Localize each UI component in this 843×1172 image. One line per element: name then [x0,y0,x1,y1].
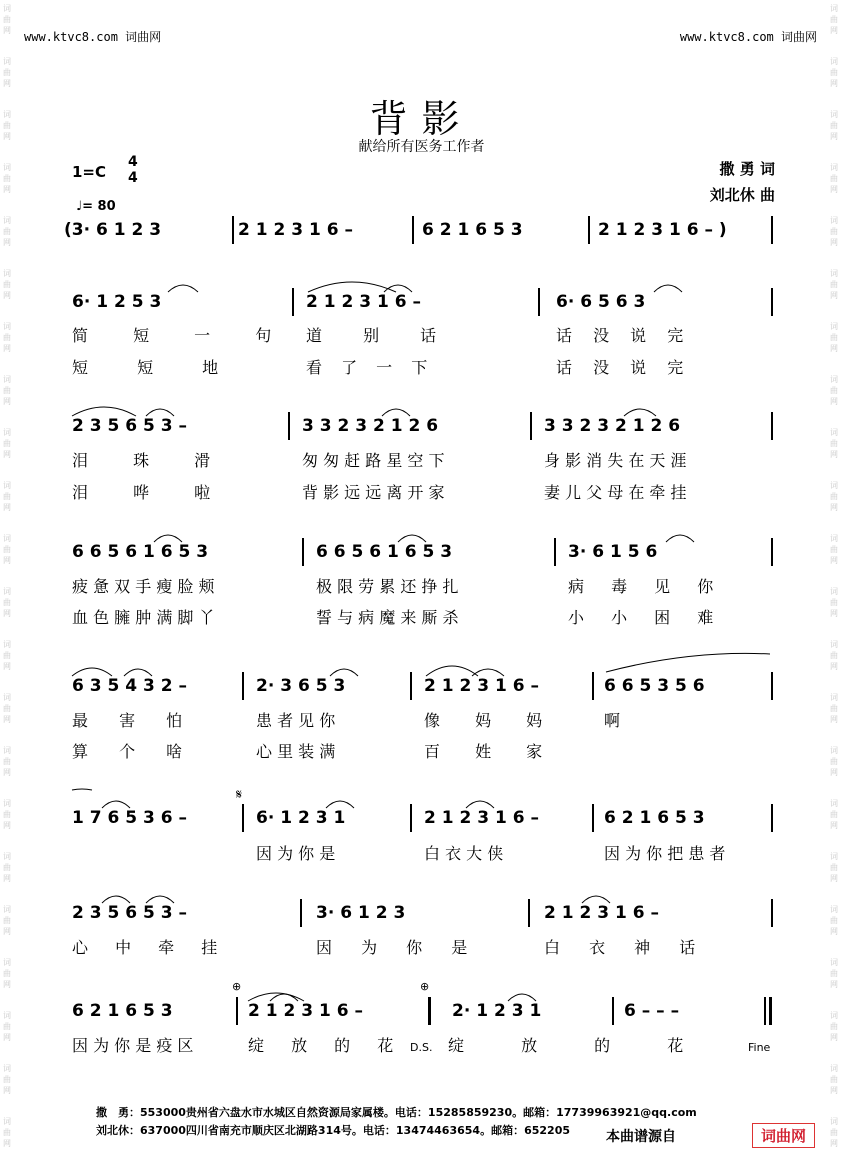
side-watermark-char: 词 [830,693,838,702]
side-watermark-char: 网 [830,344,838,353]
side-watermark-char: 网 [3,1086,11,1095]
lyric-line: 看 了 一 下 [306,358,428,377]
lyric-line: 疲 惫 双 手 瘦 脸 颊 [72,577,215,596]
side-watermark-char: 曲 [830,545,838,554]
measure: 2· 3 6 5 3 [256,676,346,696]
lyric-line: 话 没 说 完 [556,326,684,345]
lyric-line: 白 衣 大 侠 [424,844,504,863]
side-watermark-char: 网 [3,132,11,141]
slur [398,535,426,542]
side-watermark-char: 曲 [830,68,838,77]
side-watermark-char: 网 [3,1139,11,1148]
side-watermark-char: 曲 [830,492,838,501]
lyric-line: 算 个 啥 [72,742,183,761]
measure: 2 3 5 6 5 3 – [72,903,187,923]
measure: 2· 1 2 3 1 [452,1001,542,1021]
lyric-line: 小 小 困 难 [568,608,714,627]
side-watermark-char: 网 [830,1139,838,1148]
side-watermark-char: 曲 [3,969,11,978]
side-watermark-char: 网 [3,79,11,88]
side-watermark-char: 曲 [830,386,838,395]
measure: 2 1 2 3 1 6 – [424,676,539,696]
side-watermark-char: 词 [830,905,838,914]
side-watermark-char: 网 [3,980,11,989]
side-watermark-char: 网 [830,185,838,194]
slur [168,285,198,292]
lyric-line: 誓 与 病 魔 来 厮 杀 [316,608,459,627]
side-watermark-char: 曲 [3,863,11,872]
side-watermark-char: 曲 [830,863,838,872]
side-watermark-char: 词 [830,428,838,437]
lyric-line: 绽 放 的 花 [248,1036,394,1055]
side-watermark-char: 词 [3,322,11,331]
footer-contact-lyricist: 撒 勇：553000贵州省六盘水市水城区自然资源局家属楼。电话：15285859230。邮箱：17739963921@qq.com [96,1106,697,1119]
side-watermark-char: 词 [3,110,11,119]
side-watermark-char: 网 [3,715,11,724]
side-watermark-char: 词 [830,481,838,490]
watermark-url-left: www.ktvc8.com 词曲网 [24,30,162,44]
side-watermark-char: 曲 [830,757,838,766]
side-watermark-char: 曲 [3,15,11,24]
measure: 2 1 2 3 1 6 – [544,903,659,923]
side-watermark-char: 词 [3,4,11,13]
side-watermark-char: 词 [3,57,11,66]
coda-sign: ⊕ [232,980,242,993]
lyric-line: 白 衣 神 话 [544,938,696,957]
side-watermark-char: 网 [830,980,838,989]
side-watermark-char: 词 [3,216,11,225]
lyric-line: 因 为 你 是 [316,938,468,957]
side-watermark-char: 词 [3,481,11,490]
side-watermark-char: 词 [830,4,838,13]
side-watermark-char: 曲 [830,174,838,183]
slur [654,285,682,292]
lyric-line: 最 害 怕 [72,711,183,730]
side-watermark-char: 网 [3,291,11,300]
side-watermark-char: 曲 [3,386,11,395]
lyric-line: 像 妈 妈 [424,711,543,730]
side-watermark-char: 网 [3,344,11,353]
key-signature: 1=C [72,163,107,181]
side-watermark-char: 曲 [3,174,11,183]
side-watermark-char: 网 [830,503,838,512]
side-watermark-char: 曲 [3,492,11,501]
side-watermark-char: 词 [830,534,838,543]
side-watermark-char: 网 [830,609,838,618]
measure: 6 2 1 6 5 3 [72,1001,173,1021]
side-watermark-char: 网 [3,768,11,777]
lyric-line: 妻 儿 父 母 在 牵 挂 [544,483,687,502]
side-watermark-char: 曲 [3,704,11,713]
measure: 6 2 1 6 5 3 [604,808,705,828]
side-watermark-char: 网 [3,662,11,671]
side-watermark-char: 网 [830,450,838,459]
side-watermark-char: 曲 [3,1075,11,1084]
slur [124,669,152,676]
side-watermark-char: 词 [830,57,838,66]
side-watermark-char: 网 [3,238,11,247]
lyric-line: 因 为 你 是 [256,844,336,863]
side-watermark-char: 词 [3,1117,11,1126]
measure: 3 3 2 3 2 1 2 6 [544,416,681,436]
lyric-line: 极 限 劳 累 还 挣 扎 [316,577,459,596]
lyric-line: 心 中 牵 挂 [72,938,218,957]
lyric-line: 背 影 远 远 离 开 家 [302,483,445,502]
side-watermark-char: 网 [3,1033,11,1042]
side-watermark-char: 曲 [3,333,11,342]
side-watermark-char: 词 [830,269,838,278]
side-watermark-char: 网 [3,185,11,194]
slur [666,535,694,542]
measure: 6 2 1 6 5 3 [422,220,523,240]
side-watermark-char: 网 [830,397,838,406]
lyric-line: 话 没 说 完 [556,358,684,377]
lyric-line: 啊 [604,711,621,730]
side-watermark-char: 词 [830,1117,838,1126]
side-watermark-char: 词 [830,163,838,172]
lyric-line: 道 别 话 [306,326,437,345]
side-watermark-char: 曲 [3,68,11,77]
slur [146,409,174,416]
measure: 6 6 5 6 1 6 5 3 [316,542,453,562]
side-watermark-char: 词 [830,799,838,808]
lyric-line: 简 短 一 句 [72,326,272,345]
song-title: 背影 [369,97,474,141]
fine-marking: Fine [748,1041,771,1054]
side-watermark-char: 网 [830,1033,838,1042]
side-watermark-char: 曲 [830,969,838,978]
lyric-line: 心 里 装 满 [256,742,336,761]
measure: 3· 6 1 5 6 [568,542,658,562]
measure: 1 7 6 5 3 6 – [72,808,187,828]
tie-curve [72,789,92,790]
segno-sign: 𝄋 [236,787,243,803]
measure: 3 3 2 3 2 1 2 6 [302,416,439,436]
measure: 3· 6 1 2 3 [316,903,406,923]
side-watermark-char: 词 [3,693,11,702]
slur [330,669,358,676]
slur [382,409,410,416]
side-watermark-char: 词 [3,640,11,649]
time-bottom: 4 [128,170,138,186]
side-watermark-char: 网 [830,132,838,141]
side-watermark-char: 网 [830,556,838,565]
slur [102,896,130,903]
side-watermark-char: 曲 [830,121,838,130]
measure: 6· 1 2 5 3 [72,292,162,312]
side-watermark-char: 词 [830,746,838,755]
side-watermark-char: 网 [830,26,838,35]
side-watermark-char: 网 [830,1086,838,1095]
side-watermark-char: 曲 [3,1022,11,1031]
measure: (3· 6 1 2 3 [64,220,162,240]
side-watermark-char: 曲 [830,810,838,819]
measure: 6 – – – [624,1001,680,1021]
side-watermark-char: 词 [830,375,838,384]
slur [384,285,412,292]
side-watermark-char: 曲 [830,15,838,24]
side-watermark-char: 曲 [3,439,11,448]
side-watermark-char: 词 [830,587,838,596]
measure: 6 6 5 6 1 6 5 3 [72,542,209,562]
side-watermark-char: 词 [3,534,11,543]
side-watermark-char: 曲 [3,651,11,660]
side-watermark-char: 网 [830,927,838,936]
slur [624,409,656,416]
measure: 6· 6 5 6 3 [556,292,646,312]
song-subtitle: 献给所有医务工作者 [358,139,485,155]
watermark-url-right: www.ktvc8.com 词曲网 [679,30,817,44]
side-watermark-char: 网 [3,609,11,618]
side-watermark-char: 词 [3,375,11,384]
measure: 2 1 2 3 1 6 – [248,1001,363,1021]
lyric-line: 短 短 地 [72,358,219,377]
side-watermark-char: 曲 [3,1128,11,1137]
lyric-line: 因 为 你 把 患 者 [604,844,726,863]
time-top: 4 [128,154,138,170]
side-watermark-char: 曲 [3,227,11,236]
slur [146,896,174,903]
slur [270,994,298,1001]
composer: 刘北休 曲 [709,186,775,204]
measure: 2 1 2 3 1 6 – [238,220,353,240]
side-watermark-char: 网 [830,291,838,300]
side-watermark-char: 网 [3,397,11,406]
slur [326,801,354,808]
side-watermark-char: 曲 [830,1075,838,1084]
slur [102,801,130,808]
lyric-line: 绽 放 的 花 [448,1036,684,1055]
side-watermark-char: 词 [830,852,838,861]
site-logo[interactable]: 词曲网 [752,1123,815,1148]
side-watermark-char: 词 [3,905,11,914]
slur [508,994,536,1001]
side-watermark-char: 曲 [3,280,11,289]
side-watermark-char: 曲 [3,121,11,130]
lyric-line: 身 影 消 失 在 天 涯 [544,451,687,470]
measure: 6· 1 2 3 1 [256,808,346,828]
side-watermark-char: 曲 [830,651,838,660]
side-watermark-char: 网 [830,662,838,671]
side-watermark-char: 词 [3,163,11,172]
side-watermark-char: 曲 [830,704,838,713]
side-watermark-char: 曲 [830,1128,838,1137]
lyricist: 撒 勇 词 [719,160,775,178]
lyric-line: 百 姓 家 [424,742,543,761]
lyric-line: 因 为 你 是 疫 区 [72,1036,194,1055]
side-watermark-char: 曲 [830,333,838,342]
side-watermark-char: 词 [3,852,11,861]
side-watermark-char: 词 [830,1064,838,1073]
side-watermark-char: 曲 [830,280,838,289]
side-watermark-char: 网 [3,927,11,936]
side-watermark-char: 网 [3,450,11,459]
side-watermark-char: 词 [3,269,11,278]
lyric-line: 患 者 见 你 [256,711,336,730]
slur [154,535,182,542]
side-watermark-char: 词 [830,640,838,649]
side-watermark-char: 网 [830,768,838,777]
slur [466,801,494,808]
side-watermark-char: 曲 [830,1022,838,1031]
side-watermark-char: 曲 [3,757,11,766]
tempo-marking: ♩= 80 [76,199,116,214]
side-watermark-char: 曲 [3,545,11,554]
side-watermark-char: 网 [3,556,11,565]
side-watermark-char: 网 [830,821,838,830]
measure: 2 1 2 3 1 6 – [424,808,539,828]
footer-contact-composer: 刘北休：637000四川省南充市顺庆区北湖路314号。电话：13474463654。邮箱：652205 [96,1124,570,1137]
side-watermark-char: 网 [3,26,11,35]
side-watermark-char: 曲 [830,439,838,448]
side-watermark-char: 词 [830,958,838,967]
side-watermark-char: 词 [3,428,11,437]
side-watermark-char: 词 [830,322,838,331]
side-watermark-char: 曲 [3,916,11,925]
side-watermark-char: 词 [830,216,838,225]
side-watermark-char: 网 [3,874,11,883]
source-label: 本曲谱源自 [606,1129,676,1145]
slur [426,666,478,676]
measure: 2 1 2 3 1 6 – [306,292,421,312]
side-watermark-char: 词 [3,1064,11,1073]
side-watermark-char: 网 [3,821,11,830]
side-watermark-char: 词 [830,1011,838,1020]
side-watermark-char: 网 [830,238,838,247]
side-watermark-char: 曲 [3,598,11,607]
side-watermark-char: 曲 [830,227,838,236]
lyric-line: 泪 哗 啦 [72,483,211,502]
lyric-line: 病 毒 见 你 [568,577,714,596]
side-watermark-char: 词 [3,958,11,967]
measure: 6 6 5 3 5 6 [604,676,705,696]
lyric-line: 匆 匆 赶 路 星 空 下 [302,451,445,470]
measure: 6 3 5 4 3 2 – [72,676,187,696]
slur [308,282,396,292]
side-watermark-char: 网 [830,874,838,883]
side-watermark-char: 网 [3,503,11,512]
side-watermark-char: 网 [830,715,838,724]
lyric-line: 泪 珠 滑 [72,451,211,470]
side-watermark-char: 词 [3,799,11,808]
side-watermark-char: 曲 [830,916,838,925]
slur [72,668,112,676]
side-watermark-char: 曲 [830,598,838,607]
tie-curve [606,653,770,672]
slur [72,407,136,416]
side-watermark-char: 网 [830,79,838,88]
ds-marking: D.S. [410,1041,433,1054]
side-watermark-char: 词 [3,746,11,755]
measure: 2 1 2 3 1 6 – ) [598,220,727,240]
coda-sign: ⊕ [420,980,430,993]
slur [248,993,304,1001]
lyric-line: 血 色 臃 肿 满 脚 丫 [72,608,215,627]
measure: 2 3 5 6 5 3 – [72,416,187,436]
side-watermark-char: 词 [830,110,838,119]
side-watermark-char: 词 [3,587,11,596]
side-watermark-char: 词 [3,1011,11,1020]
side-watermark-char: 曲 [3,810,11,819]
slur [582,896,610,903]
